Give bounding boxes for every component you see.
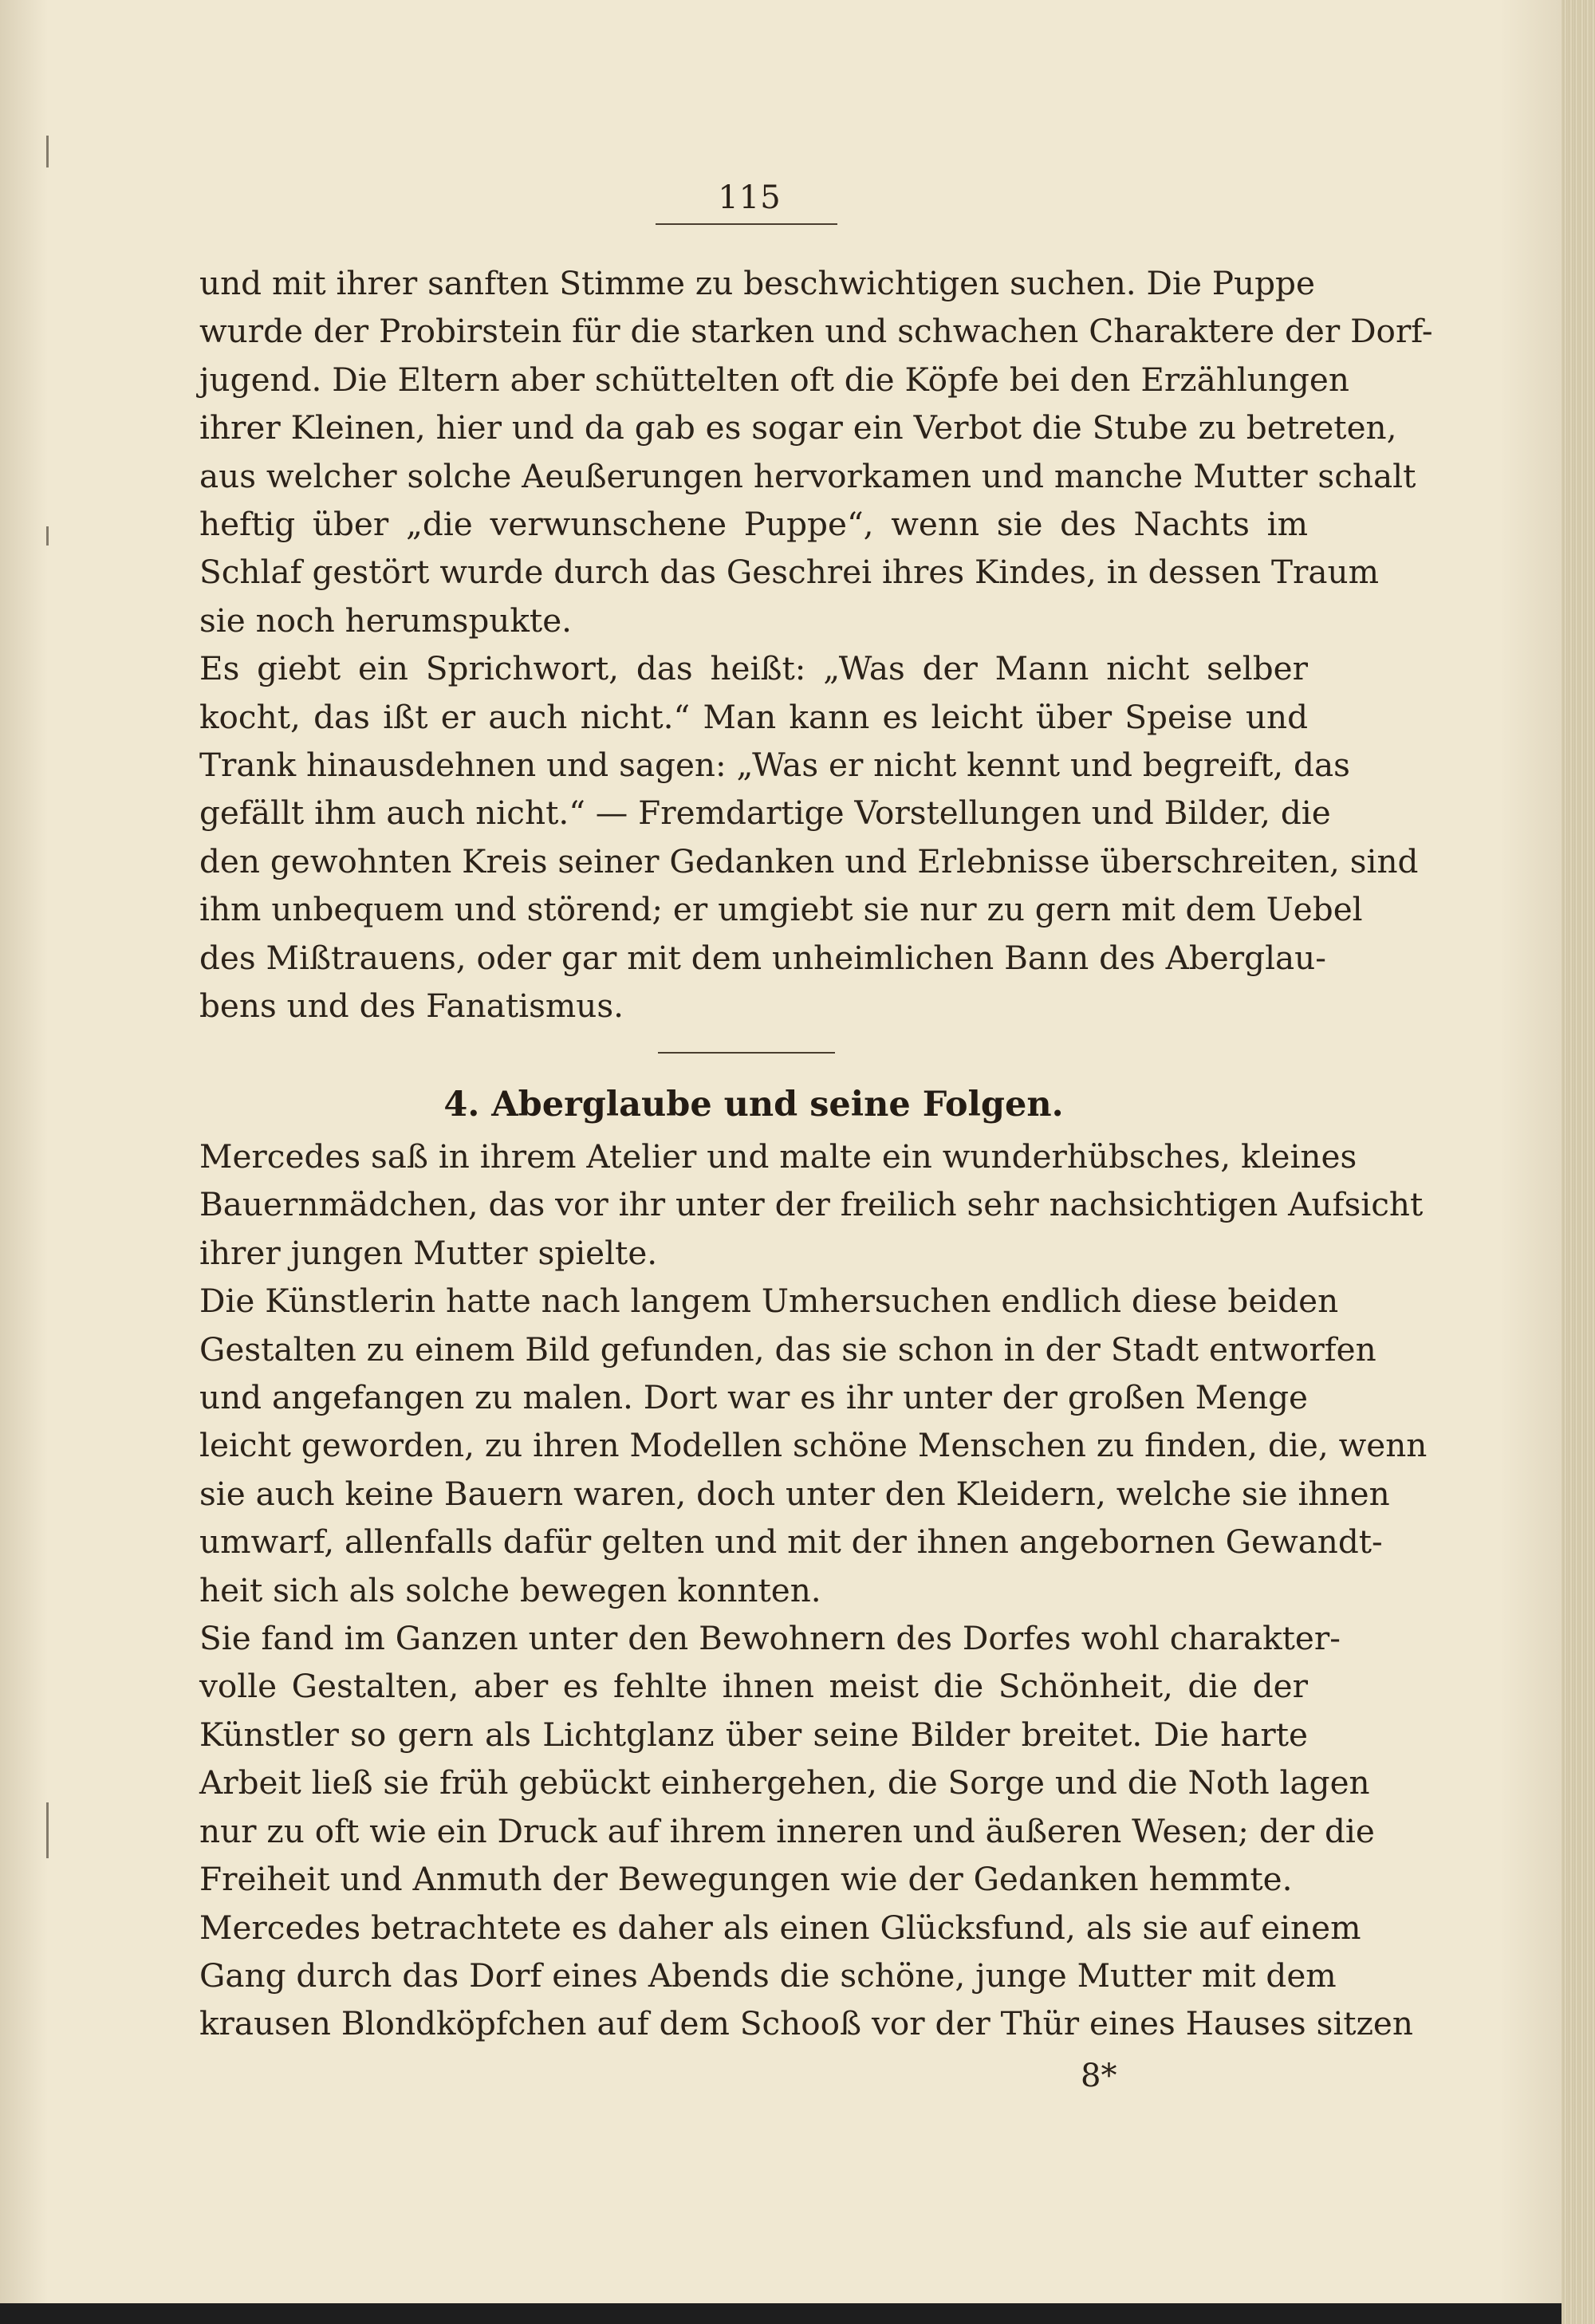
- text-line: wurde der Probirstein für die starken und schwachen Charaktere der Dorf-: [199, 312, 1433, 351]
- text-line: Arbeit ließ sie früh gebückt einhergehen, die Sorge und die Noth lagen: [199, 1763, 1370, 1802]
- text-line: Die Künstlerin hatte nach langem Umhersuchen endlich diese beiden: [199, 1282, 1339, 1321]
- signature-mark: 8*: [1081, 2058, 1117, 2094]
- text-line: sie auch keine Bauern waren, doch unter den Kleidern, welche sie ihnen: [199, 1474, 1390, 1513]
- text-line: Gang durch das Dorf eines Abends die schöne, junge Mutter mit dem: [199, 1956, 1337, 1995]
- text-line: ihrer jungen Mutter spielte.: [199, 1233, 658, 1272]
- text-line: Freiheit und Anmuth der Bewegungen wie der Gedanken hemmte.: [199, 1860, 1293, 1899]
- paragraph-block-2: [199, 1132, 1428, 2048]
- page-edge: [1562, 0, 1595, 2324]
- text-line: den gewohnten Kreis seiner Gedanken und Erlebnisse überschreiten, sind: [199, 841, 1419, 880]
- page-number: 115: [718, 179, 782, 216]
- text-line: ihm unbequem und störend; er umgiebt sie nur zu gern mit dem Uebel: [199, 890, 1363, 929]
- text-line: heit sich als solche bewegen konnten.: [199, 1570, 821, 1609]
- section-divider: [658, 1052, 835, 1054]
- text-line: und angefangen zu malen. Dort war es ihr unter der großen Menge: [199, 1378, 1308, 1417]
- text-line: Mercedes betrachtete es daher als einen Glücksfund, als sie auf einem: [199, 1908, 1361, 1947]
- text-line: Bauernmädchen, das vor ihr unter der freilich sehr nachsichtigen Aufsicht: [199, 1185, 1424, 1224]
- text-line: krausen Blondköpfchen auf dem Schooß vor der Thür eines Hauses sitzen: [199, 2004, 1413, 2043]
- text-line: jugend. Die Eltern aber schüttelten oft die Köpfe bei den Erzählungen: [199, 360, 1349, 399]
- text-line: nur zu oft wie ein Druck auf ihrem inneren und äußeren Wesen; der die: [199, 1811, 1375, 1850]
- text-line: leicht geworden, zu ihren Modellen schöne Menschen zu finden, die, wenn: [199, 1426, 1428, 1465]
- text-line: Künstler so gern als Lichtglanz über seine Bilder breitet. Die harte: [199, 1715, 1308, 1754]
- text-line: ihrer Kleinen, hier und da gab es sogar ein Verbot die Stube zu betreten,: [199, 408, 1397, 447]
- text-line: Mercedes saß in ihrem Atelier und malte ein wunderhübsches, kleines: [199, 1137, 1357, 1176]
- text-line: volle Gestalten, aber es fehlte ihnen meist die Schönheit, die der: [199, 1667, 1308, 1706]
- text-line: sie noch herumspukte.: [199, 601, 573, 640]
- scan-background: [0, 2303, 1562, 2324]
- margin-mark: [46, 136, 49, 167]
- chapter-heading: 4. Aberglaube und seine Folgen.: [443, 1085, 1064, 1125]
- text-line: Sie fand im Ganzen unter den Bewohnern des Dorfes wohl charakter-: [199, 1619, 1341, 1658]
- text-line: umwarf, allenfalls dafür gelten und mit der ihnen angebornen Gewandt-: [199, 1522, 1383, 1562]
- text-line: Schlaf gestört wurde durch das Geschrei ihres Kindes, in dessen Traum: [199, 553, 1380, 592]
- text-line: Gestalten zu einem Bild gefunden, das sie schon in der Stadt entworfen: [199, 1329, 1376, 1369]
- text-line: gefällt ihm auch nicht.“ — Fremdartige Vorstellungen und Bilder, die: [199, 794, 1331, 833]
- text-line: des Mißtrauens, oder gar mit dem unheimlichen Bann des Aberglau-: [199, 938, 1326, 977]
- text-line: kocht, das ißt er auch nicht.“ Man kann es leicht über Speise und: [199, 697, 1308, 736]
- paragraph-block-1: [199, 259, 1433, 1030]
- header-rule: [656, 223, 837, 225]
- margin-mark: [46, 1802, 49, 1858]
- margin-mark: [46, 526, 49, 546]
- text-line: Trank hinausdehnen und sagen: „Was er nicht kennt und begreift, das: [199, 746, 1350, 785]
- text-line: Es giebt ein Sprichwort, das heißt: „Was der Mann nicht selber: [199, 649, 1308, 688]
- text-line: bens und des Fanatismus.: [199, 987, 624, 1026]
- text-line: heftig über „die verwunschene Puppe“, wenn sie des Nachts im: [199, 505, 1308, 544]
- text-line: aus welcher solche Aeußerungen hervorkamen und manche Mutter schalt: [199, 456, 1416, 495]
- text-line: und mit ihrer sanften Stimme zu beschwichtigen suchen. Die Puppe: [199, 264, 1315, 302]
